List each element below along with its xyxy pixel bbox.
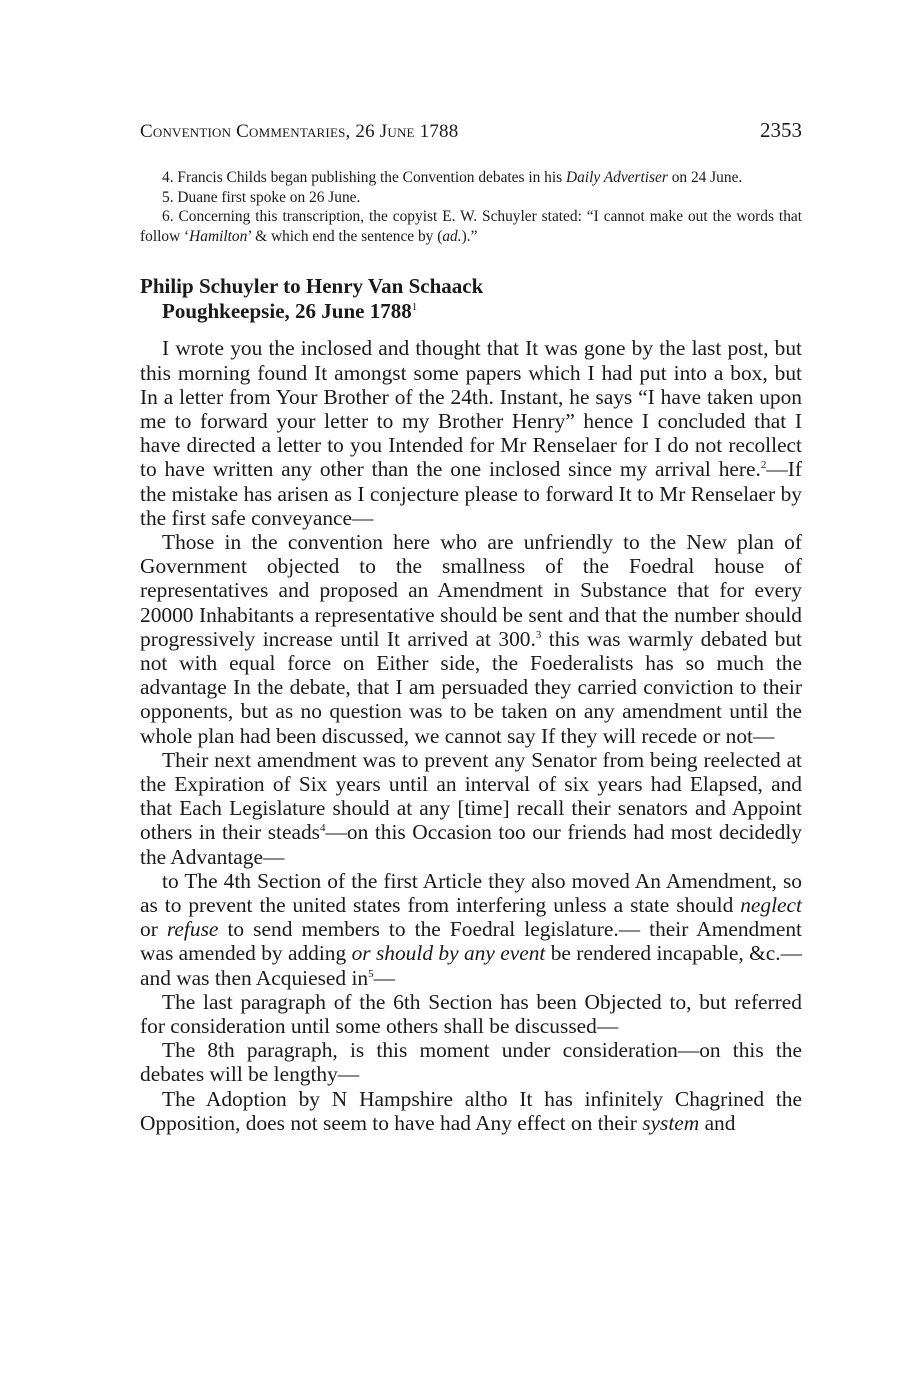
paragraph-5: The last paragraph of the 6th Section has been Objected to, but referred for consideration until some others shall be discussed— (140, 989, 802, 1039)
paragraph-2: Those in the convention here who are unfriendly to the New plan of Government objected to the smallness of the Foedral house of representatives and proposed an Amendment in Substance that for every 20000 Inhabitants a representative should be sent and that the number should progressively increase until It arrived at 300.$^3$ this was warmly debated but not with equal force on Either side, the Foederalists has so much the advantage In the debate, that I am persuaded they carried conviction to their opponents, but as no question was to be taken on any amendment until the whole plan had been discussed, we cannot say If they will recede or not— (140, 530, 802, 748)
note-ref-4: 4 (320, 822, 326, 835)
letter-body (140, 336, 802, 1135)
letter-heading (140, 274, 802, 324)
running-header (140, 118, 802, 154)
footnote-5: 5. Duane first spoke on 26 June. (162, 188, 361, 206)
note-ref-3: 3 (535, 628, 542, 641)
paragraph-7: The Adoption by N Hampshire altho It has infinitely Chagrined the Opposition, does not seem to have had Any effect on their system and (140, 1086, 802, 1135)
letter-title: Philip Schuyler to Henry Van Schaack (140, 274, 484, 299)
letter-dateline: Poughkeepsie, 26 June 1788$^1$ (162, 299, 418, 324)
footnotes (140, 168, 802, 246)
note-ref-5: 5 (368, 967, 374, 980)
note-ref-1: 1 (411, 301, 418, 314)
note-ref-2: 2 (760, 459, 767, 472)
page-number: 2353 (760, 118, 802, 142)
footnote-6: 6. Concerning this transcription, the copyist E. W. Schuyler stated: “I cannot make out the words that follow ‘Hamilton’ & which end the sentence by (ad.).” (140, 208, 802, 245)
paragraph-3: Their next amendment was to prevent any Senator from being reelected at the Expiration of Six years until an interval of six years had Elapsed, and that Each Legislature should at any [time] recall their senators and Appoint others in their steads$^4$—on this Occasion too our friends had most decidedly the Advantage— (140, 747, 802, 869)
paragraph-4: to The 4th Section of the first Article they also moved An Amendment, so as to prevent the united states from interfering unless a state should neglect or refuse to send members to the Foedral legislature.— their Amendment was amended by adding or should by any event be rendered incapable, &c.—and was then Acquiesed $in^5—$ (140, 868, 803, 990)
paragraph-6: The 8th paragraph, is this moment under consideration—on this the debates will be lengthy— (140, 1038, 802, 1087)
paragraph-1: I wrote you the inclosed and thought that It was gone by the last post, but this morning found It amongst some papers which I had put into a box, but In a letter from Your Brother of the 24th. Instant, he says “I have taken upon me to forward your letter to my Brother Henry” hence I concluded that I have directed a letter to you Intended for Mr Renselaer for I do not recollect to have written any other than the one inclosed since my arrival here.$^2$—If the mistake has arisen as I conjecture please to forward It to Mr Renselaer by the first safe conveyance— (140, 336, 802, 530)
footnote-4: 4. Francis Childs began publishing the Convention debates in his Daily Advertiser on 24 June. (162, 169, 743, 186)
document-page (140, 118, 802, 1135)
running-title: Convention Commentaries, 26 June 1788 (140, 121, 459, 142)
